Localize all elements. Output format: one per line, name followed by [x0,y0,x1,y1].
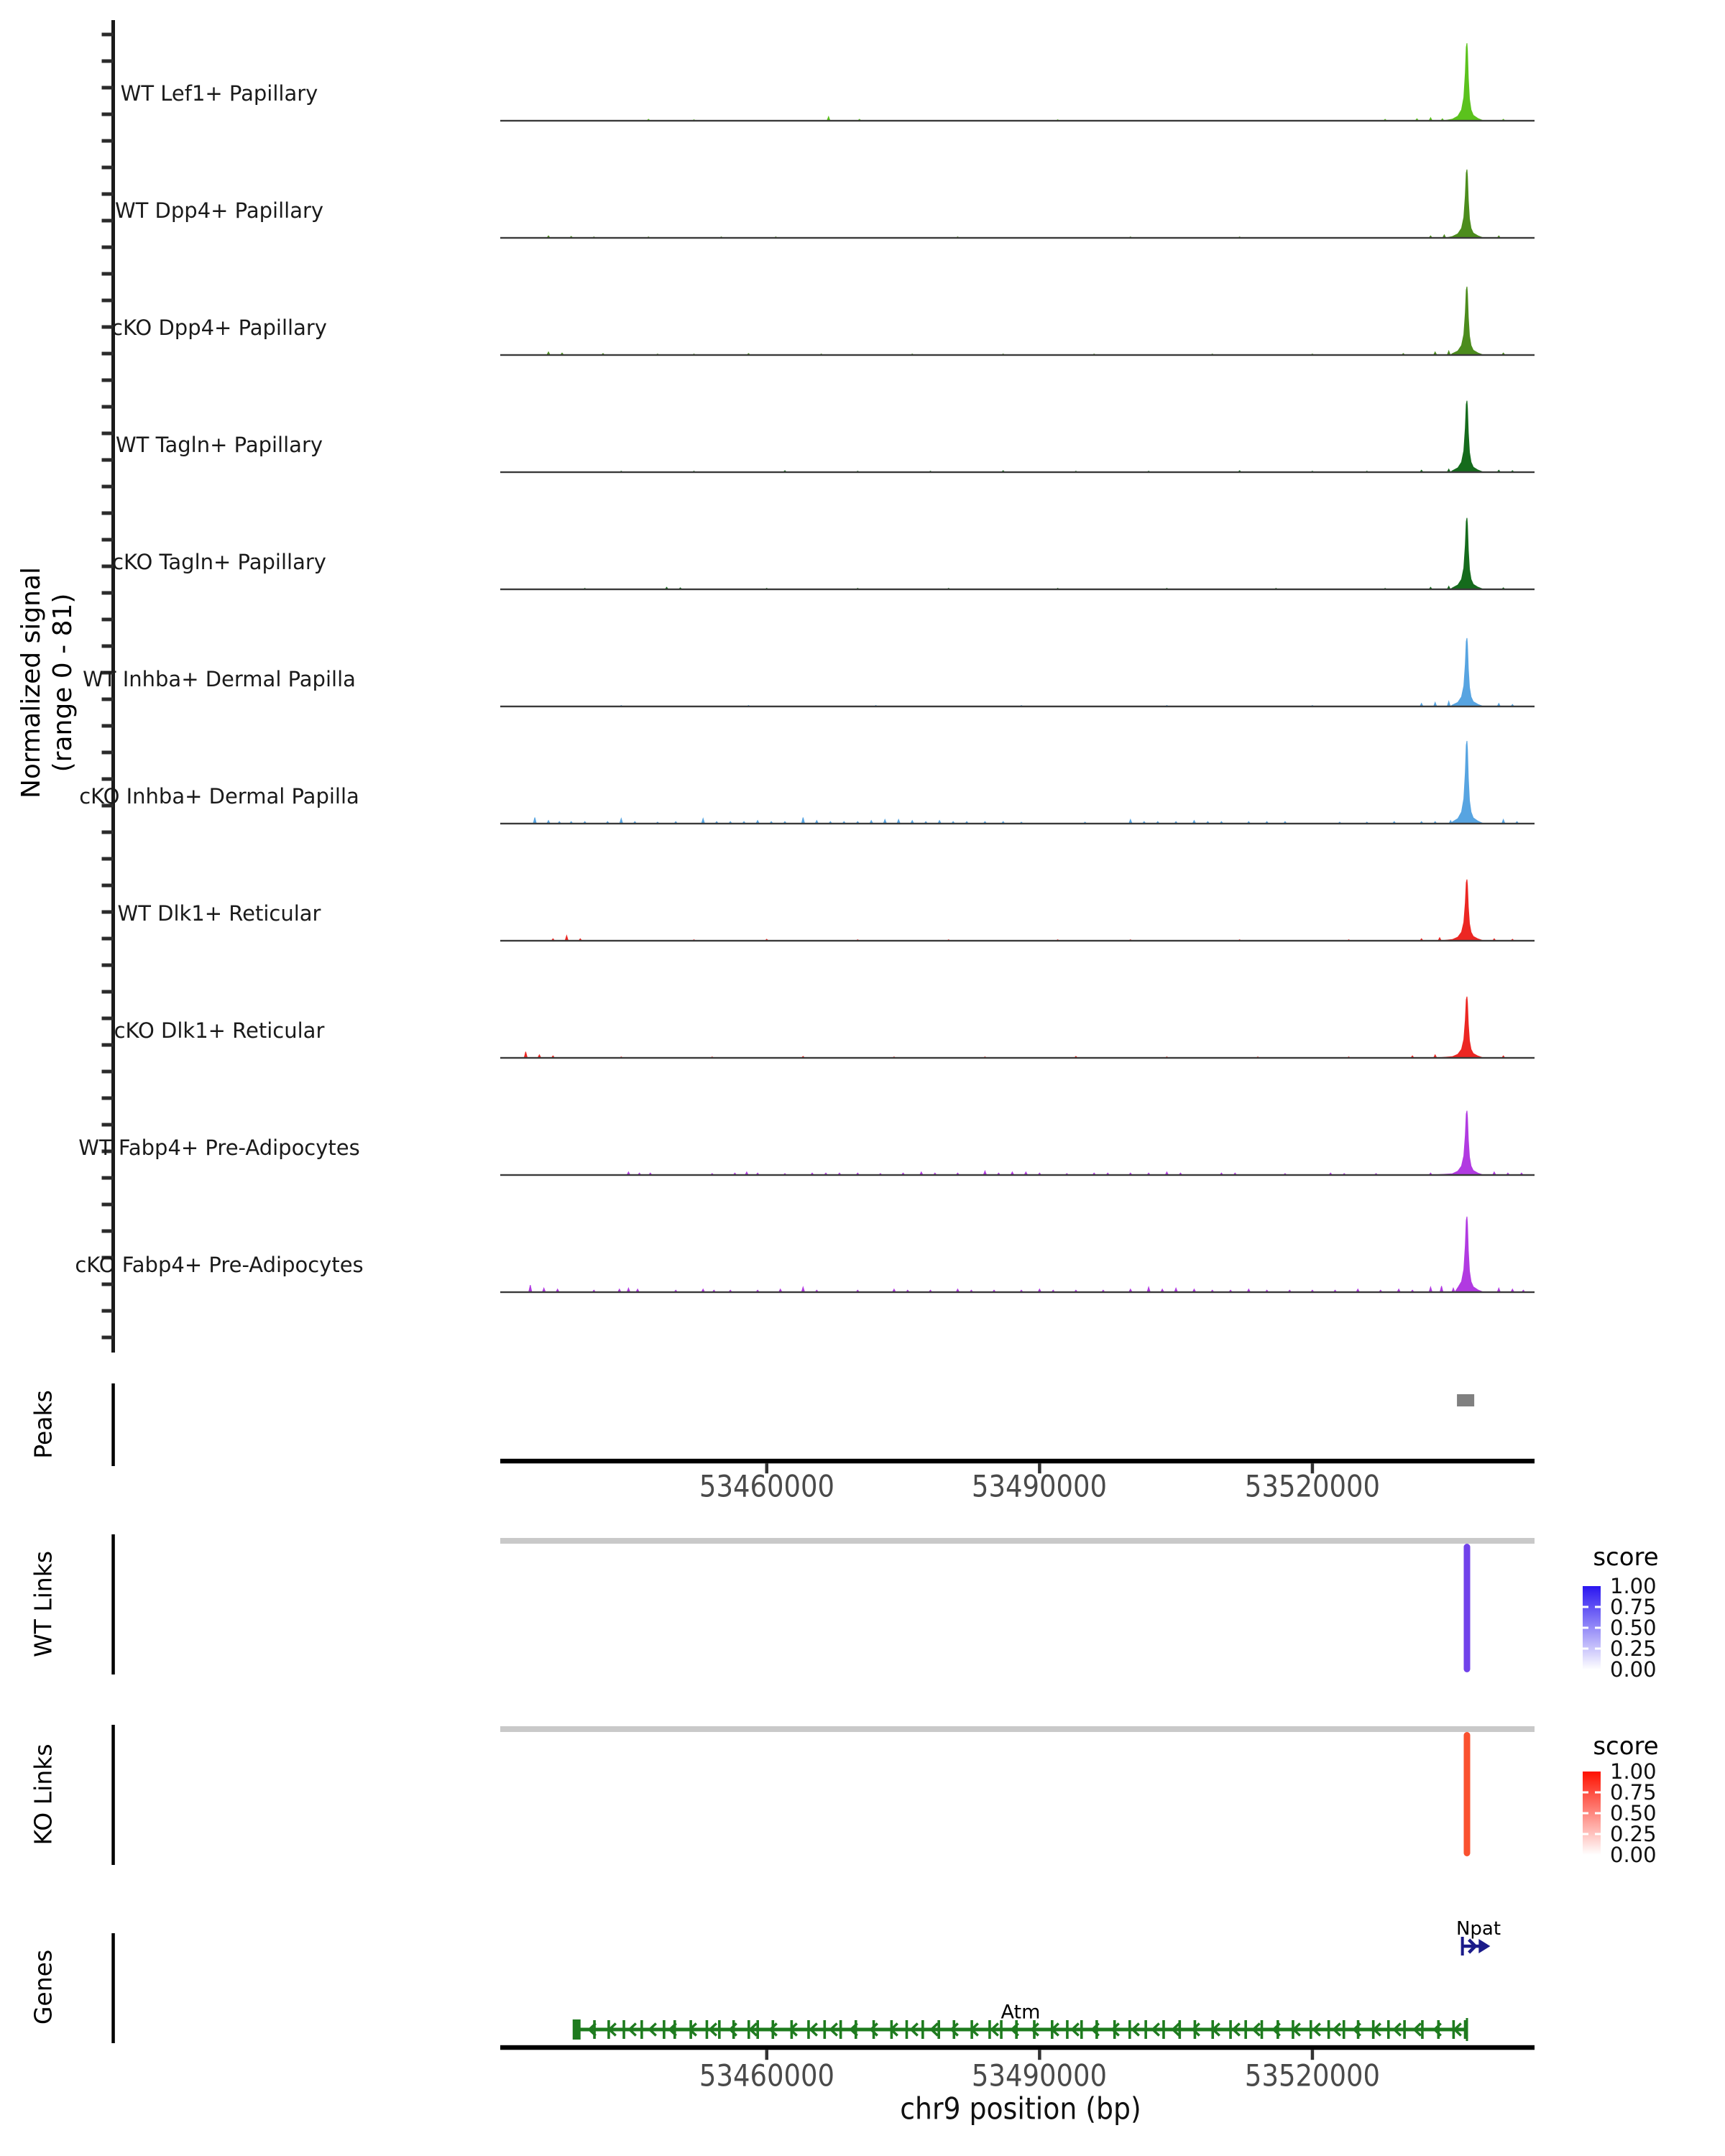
wt-links-track [500,1538,1535,1672]
wt-link-line [1463,1544,1470,1672]
signal-track-8 [500,997,1535,1059]
signal-track-10 [500,1217,1535,1293]
track-label-cko-fabp4: cKO Fabp4+ Pre-Adipocytes [75,1253,364,1277]
track-label-wt-lef1: WT Lef1+ Papillary [120,81,318,106]
ko-legend-1.00: 1.00 [1610,1759,1657,1784]
gene-label-npat: Npat [1455,1918,1501,1940]
ko-link-line [1463,1732,1470,1856]
section-label-peaks: Peaks [29,1390,58,1459]
wt-legend-1.00: 1.00 [1610,1574,1657,1598]
axis1-tick-53520000: 53520000 [1244,1468,1381,1504]
track-label-wt-tagln: WT Tagln+ Papillary [115,433,323,457]
ko-legend-0.50: 0.50 [1610,1801,1657,1825]
signal-track-1 [500,170,1535,239]
signal-track-5 [500,638,1535,707]
signal-track-0 [500,43,1535,121]
peaks-bracket [111,1383,115,1466]
track-label-cko-tagln: cKO Tagln+ Papillary [112,550,326,574]
ko-links-legend-bar [1583,1772,1601,1855]
signal-track-7 [500,880,1535,941]
track-label-cko-dpp4: cKO Dpp4+ Papillary [111,315,327,340]
track-label-wt-fabp4: WT Fabp4+ Pre-Adipocytes [78,1135,360,1160]
y-axis-title-line2: (range 0 - 81) [48,593,78,773]
signal-track-9 [500,1111,1535,1176]
peak-region [1457,1394,1474,1406]
wt-legend-0.25: 0.25 [1610,1636,1657,1661]
genes-bracket [111,1933,115,2043]
ko-links-legend-title: score [1593,1732,1659,1761]
axis2-tick-53490000: 53490000 [971,2058,1108,2093]
signal-track-6 [500,741,1535,824]
x-axis-title: chr9 position (bp) [900,2091,1141,2127]
wt-links-legend-title: score [1593,1543,1659,1572]
ko-links-bracket [111,1725,115,1865]
track-label-cko-dlk1: cKO Dlk1+ Reticular [114,1018,325,1043]
track-label-wt-dlk1: WT Dlk1+ Reticular [117,901,321,926]
axis1-tick-53490000: 53490000 [971,1468,1108,1504]
wt-links-legend-bar [1583,1586,1601,1669]
ko-legend-0.00: 0.00 [1610,1843,1657,1867]
axis2-tick-53520000: 53520000 [1244,2058,1381,2093]
section-label-genes: Genes [29,1949,58,2025]
y-axis-title [16,567,79,798]
wt-legend-0.50: 0.50 [1610,1616,1657,1640]
gene-label-atm: Atm [1000,2001,1041,2024]
wt-links-bracket [111,1534,115,1674]
track-label-cko-inhba: cKO Inhba+ Dermal Papilla [79,784,359,808]
ko-legend-0.75: 0.75 [1610,1780,1657,1805]
signal-track-3 [500,401,1535,474]
track-label-wt-dpp4: WT Dpp4+ Papillary [114,198,324,223]
wt-legend-0.75: 0.75 [1610,1595,1657,1619]
ko-links-track [500,1726,1535,1856]
axis1-tick-53460000: 53460000 [699,1468,835,1504]
section-label-ko-links: KO Links [29,1743,58,1846]
section-label-wt-links: WT Links [29,1550,58,1658]
signal-track-2 [500,287,1535,356]
axis2-tick-53460000: 53460000 [699,2058,835,2093]
ko-legend-0.25: 0.25 [1610,1822,1657,1846]
signal-track-4 [500,518,1535,591]
y-axis-title-line1: Normalized signal [17,566,46,799]
wt-legend-0.00: 0.00 [1610,1657,1657,1682]
track-label-wt-inhba: WT Inhba+ Dermal Papilla [83,667,356,691]
